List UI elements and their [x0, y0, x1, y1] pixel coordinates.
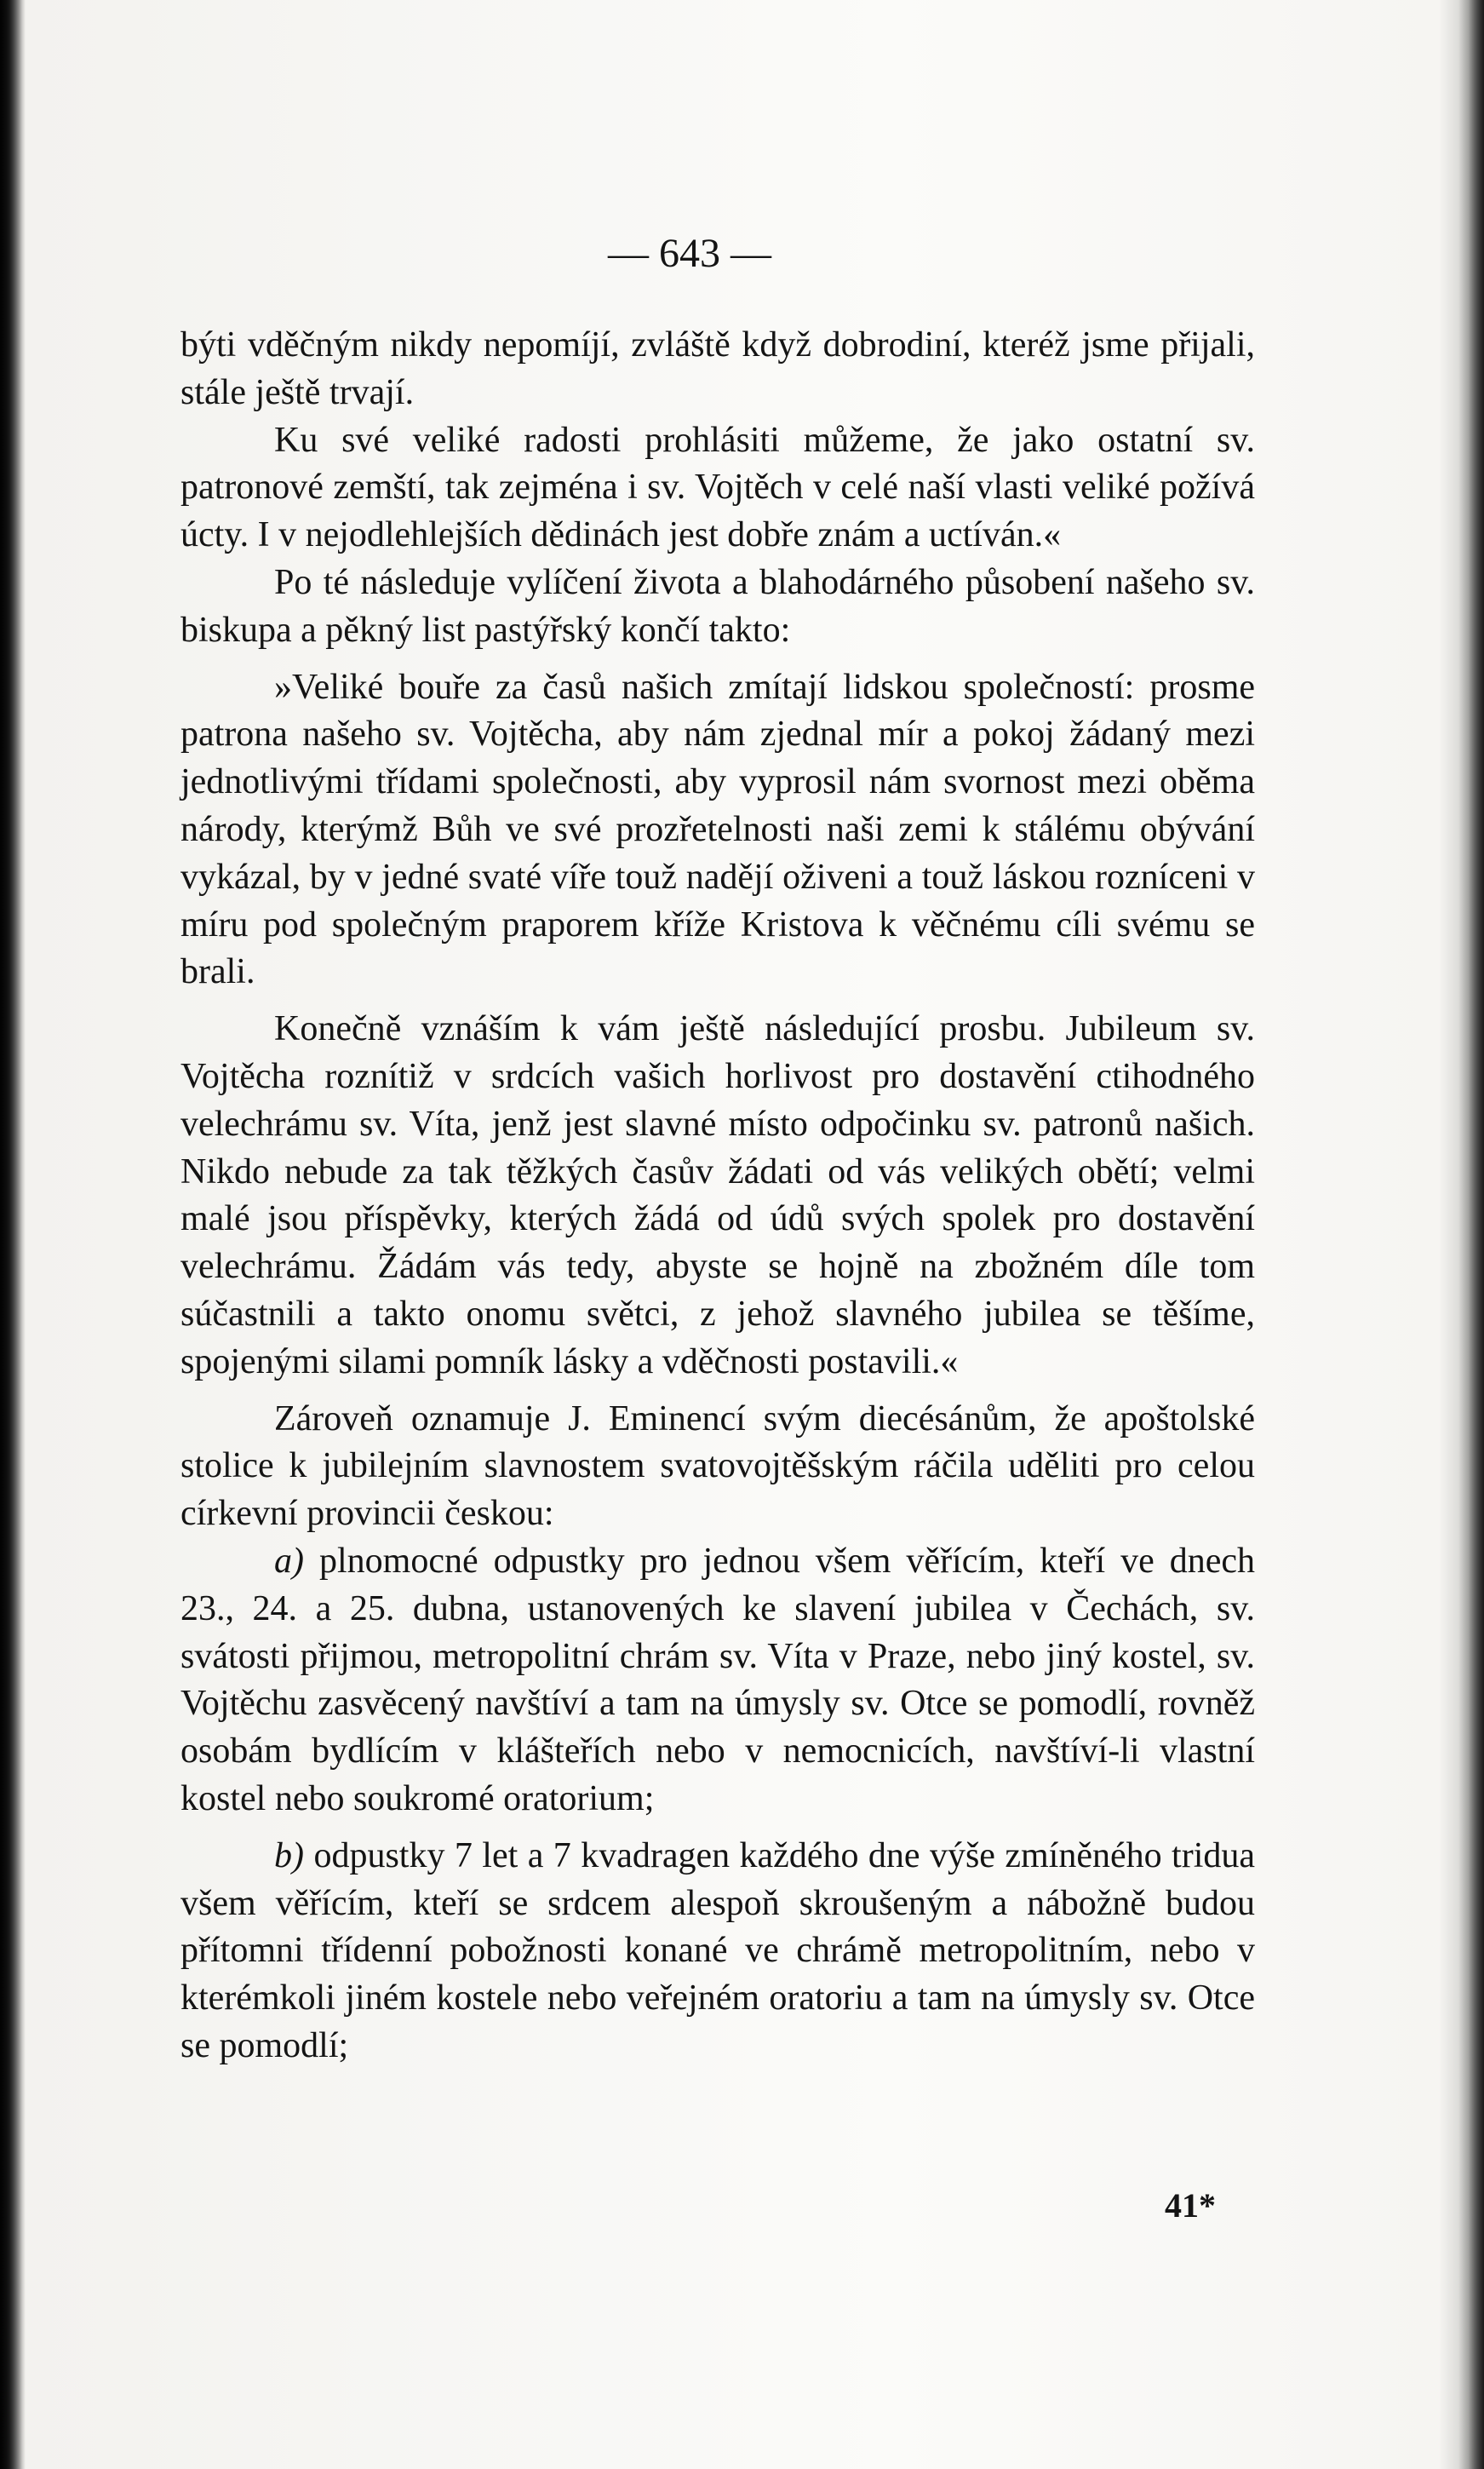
page-number: — 643 — [608, 231, 771, 276]
page-edge-left-shadow [0, 0, 22, 2469]
item-b [180, 1833, 1255, 2070]
item-a-letter: a) [274, 1541, 304, 1581]
item-b-letter: b) [274, 1835, 304, 1875]
item-a-text: plnomocné odpustky pro jednou všem věřícím, kteří ve dnech 23., 24. a 25. dubna, ustanovených ke slavení jubilea v Čechách, sv. svátosti přijmou, metropolitní chrám sv. Víta v Praze, nebo jiný kostel, sv. Vojtěchu zasvěcený navštíví a tam na úmysly sv. Otce se pomodlí, rovněž osobám bydlícím v klášteřích nebo v nemocnicích, navštíví-li vlastní kostel nebo soukromé oratorium; [180, 1541, 1256, 1818]
paragraph-2: Ku své veliké radosti prohlásiti můžeme, že jako ostatní sv. patronové zemští, tak zejména i sv. Vojtěch v celé naší vlasti veliké požívá úcty. I v nejodlehlejších dědinách jest dobře znám a uctíván.« [180, 420, 1255, 555]
page-edge-right-shadow [1458, 0, 1484, 2469]
paragraph-6: Zároveň oznamuje J. Eminencí svým diecésánům, že apoštolské stolice k jubilejním slavnostem svatovojtěšským ráčila uděliti pro celou církevní provincii českou: [180, 1398, 1255, 1534]
body-text [180, 322, 1255, 2070]
paragraph-5: Konečně vznáším k vám ještě následující prosbu. Jubileum sv. Vojtěcha roznítiž v srdcích vašich horlivost pro dostavění ctihodného velechrámu sv. Víta, jenž jest slavné místo odpočinku sv. patronů našich. Nikdo nebude za tak těžkých časův žádati od vás velikých obětí; velmi malé jsou příspěvky, kterých žádá od údů svých spolek pro dostavění velechrámu. Žádám vás tedy, abyste se hojně na zbožném díle tom súčastnili a takto onomu světci, z jehož slavného jubilea se těšíme, spojenými silami pomník lásky a vděčnosti postavili.« [180, 1009, 1255, 1381]
item-a [180, 1538, 1255, 1823]
paragraph-1: býti vděčným nikdy nepomíjí, zvláště když dobrodiní, kteréž jsme přijali, stále ještě trvají. [180, 325, 1255, 412]
paragraph-quote: »Veliké bouře za časů našich zmítají lidskou společností: prosme patrona našeho sv. Vojtěcha, aby nám zjednal mír a pokoj žádaný mezi jednotlivými třídami společnosti, aby vyprosil nám svornost mezi oběma národy, kterýmž Bůh ve své prozřetelnosti naši zemi k stálému obývání vykázal, by v jedné svaté víře touž nadějí oživeni a touž láskou rozníceni v míru pod společným praporem kříže Kristova k věčnému cíli svému se brali. [180, 667, 1255, 992]
item-b-text: odpustky 7 let a 7 kvadragen každého dne výše zmíněného tridua všem věřícím, kteří se srdcem alespoň skroušeným a nábožně budou přítomni třídenní pobožnosti konané ve chrámě metropolitním, nebo v kterémkoli jiném kostele nebo veřejném oratoriu a tam na úmysly sv. Otce se pomodlí; [180, 1835, 1256, 2065]
signature-mark: 41* [1165, 2186, 1216, 2225]
paragraph-3: Po té následuje vylíčení života a blahodárného působení našeho sv. biskupa a pěkný list pastýřský končí takto: [180, 562, 1255, 650]
